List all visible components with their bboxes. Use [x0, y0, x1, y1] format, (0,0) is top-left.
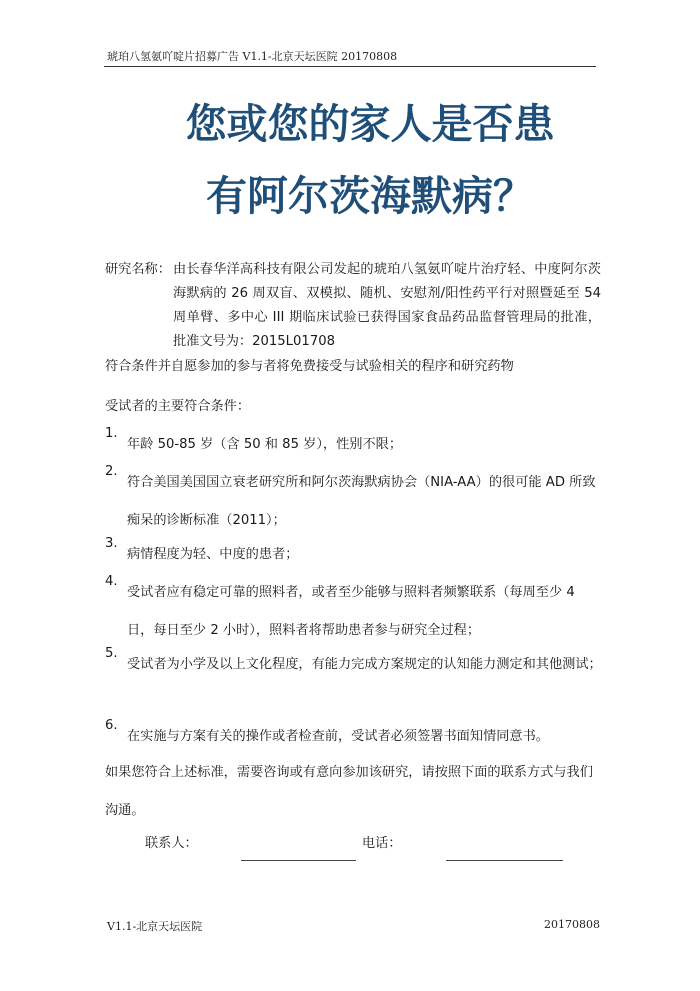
contact-phone-blank	[446, 860, 563, 861]
page-title	[100, 88, 640, 232]
contact-person-label: 联系人：	[145, 836, 198, 851]
footer-version: V1.1-北京天坛医院	[107, 920, 203, 933]
contact-person-blank	[241, 860, 356, 861]
closing-text: 如果您符合上述标准，需要咨询或有意向参加该研究，请按照下面的联系方式与我们沟通。	[105, 765, 593, 818]
study-name-text: 由长春华洋高科技有限公司发起的琥珀八氢氨吖啶片治疗轻、中度阿尔茨海默病的 26 周双盲、双模拟、随机、安慰剂/阳性药平行对照暨延至 54 周单臂、多中心 III 期临床试验已获得国家食品药品监督管理局的批准，批准文号为：2015L01708	[173, 262, 601, 349]
criteria-text: 受试者应有稳定可靠的照料者，或者至少能够与照料者频繁联系（每周至少 4 日，每日至少 2 小时），照料者将帮助患者参与研究全过程；	[127, 585, 575, 638]
criteria-number: 4.	[105, 574, 118, 589]
header-divider	[104, 66, 596, 67]
criteria-number: 3.	[105, 536, 118, 551]
contact-phone-label: 电话：	[362, 836, 402, 851]
criteria-number: 2.	[105, 464, 118, 479]
page-header: 琥珀八氢氨吖啶片招募广告 V1.1-北京天坛医院 20170808	[107, 50, 398, 63]
criteria-text: 在实施与方案有关的操作或者检查前，受试者必须签署书面知情同意书。	[127, 729, 549, 744]
criteria-text: 受试者为小学及以上文化程度，有能力完成方案规定的认知能力测定和其他测试；	[127, 657, 602, 672]
criteria-number: 5.	[105, 646, 118, 661]
criteria-text: 病情程度为轻、中度的患者；	[127, 547, 299, 562]
criteria-text: 年龄 50-85 岁（含 50 和 85 岁），性别不限；	[127, 437, 403, 452]
study-name-label: 研究名称：	[105, 262, 171, 277]
title-line-1: 您或您的家人是否患	[185, 100, 555, 148]
footer-date: 20170808	[544, 918, 600, 931]
title-line-2: 有阿尔茨海默病？	[206, 172, 534, 220]
criteria-number: 6.	[105, 718, 118, 733]
criteria-text: 符合美国美国国立衰老研究所和阿尔茨海默病协会（NIA-AA）的很可能 AD 所致痴呆的诊断标准（2011）；	[127, 475, 596, 528]
criteria-number: 1.	[105, 426, 118, 441]
criteria-heading: 受试者的主要符合条件：	[105, 399, 251, 414]
intro-text: 符合条件并自愿参加的参与者将免费接受与试验相关的程序和研究药物	[105, 359, 514, 374]
